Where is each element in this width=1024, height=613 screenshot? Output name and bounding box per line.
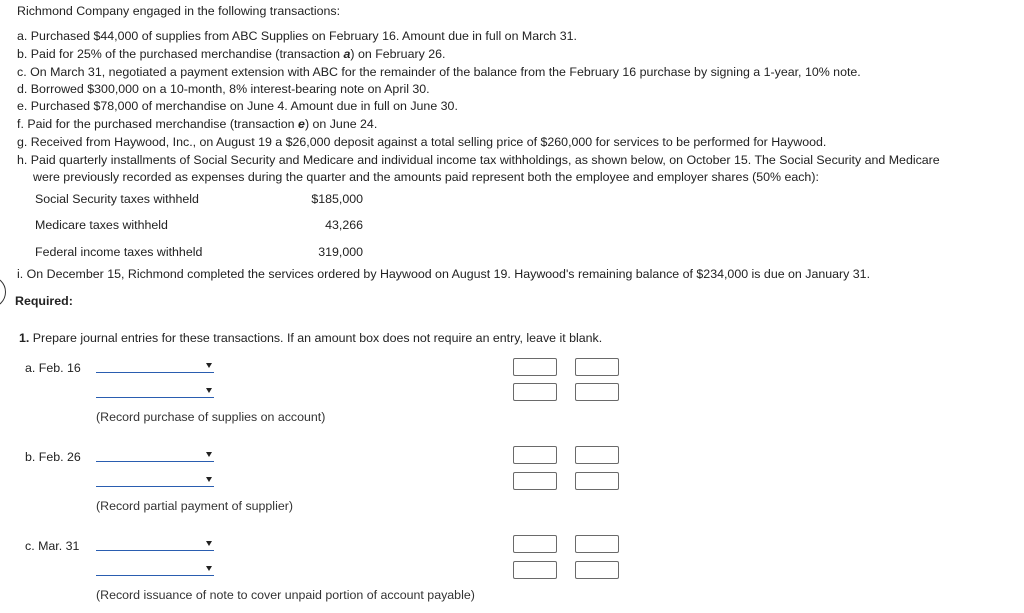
withholding-amount: 43,266 [325, 218, 363, 232]
transaction-letter: f. [17, 117, 24, 131]
debit-amount-input[interactable] [513, 561, 557, 579]
chevron-down-icon [206, 452, 212, 457]
transaction-i [17, 267, 870, 281]
transaction-text: Borrowed $300,000 on a 10-month, 8% interest-bearing note on April 30. [30, 82, 430, 96]
transaction-d [17, 82, 430, 96]
transaction-letter: a. [17, 29, 28, 43]
withholding-amount: $185,000 [311, 192, 363, 206]
account-dropdown[interactable] [96, 384, 214, 398]
entry-note: (Record issuance of note to cover unpaid portion of account payable) [96, 588, 475, 602]
transaction-b [17, 47, 445, 61]
entry-note: (Record partial payment of supplier) [96, 499, 293, 513]
account-dropdown[interactable] [96, 473, 214, 487]
question-number: 1. [19, 331, 30, 345]
withholding-amount: 319,000 [318, 245, 363, 259]
transaction-letter: d. [17, 82, 28, 96]
transaction-g [17, 135, 826, 149]
transaction-text: On December 15, Richmond completed the services ordered by Haywood on August 19. Haywood's remaining balance of $234,000 is due on January 31. [26, 267, 871, 281]
intro-text: Richmond Company engaged in the following transactions: [17, 4, 341, 18]
debit-amount-input[interactable] [513, 358, 557, 376]
transaction-letter: c. [17, 65, 27, 79]
credit-amount-input[interactable] [575, 561, 619, 579]
transaction-letter: g. [17, 135, 28, 149]
credit-amount-input[interactable] [575, 358, 619, 376]
transaction-f [17, 117, 377, 131]
debit-amount-input[interactable] [513, 446, 557, 464]
debit-amount-input[interactable] [513, 472, 557, 490]
entry-date: b. Feb. 26 [25, 450, 81, 464]
transaction-h-continuation: were previously recorded as expenses during the quarter and the amounts paid represent both the employee and employer shares (50% each): [33, 170, 819, 184]
account-dropdown[interactable] [96, 359, 214, 373]
required-heading: Required: [15, 294, 73, 308]
transaction-letter: i. [17, 267, 24, 281]
credit-amount-input[interactable] [575, 446, 619, 464]
transaction-e [17, 99, 458, 113]
transaction-text: Paid for 25% of the purchased merchandise (transaction a) on February 26. [30, 47, 446, 61]
entry-date: a. Feb. 16 [25, 361, 81, 375]
transaction-text: Purchased $78,000 of merchandise on June 4. Amount due in full on June 30. [30, 99, 458, 113]
chevron-down-icon [206, 541, 212, 546]
credit-amount-input[interactable] [575, 535, 619, 553]
transaction-c [17, 65, 861, 79]
debit-amount-input[interactable] [513, 383, 557, 401]
withholding-label: Federal income taxes withheld [35, 245, 203, 259]
transaction-text: Paid for the purchased merchandise (transaction e) on June 24. [27, 117, 378, 131]
transaction-text: On March 31, negotiated a payment extension with ABC for the remainder of the balance from the February 16 purchase by signing a 1-year, 10% note. [30, 65, 861, 79]
transaction-letter: h. [17, 153, 28, 167]
account-dropdown[interactable] [96, 448, 214, 462]
withholding-label: Medicare taxes withheld [35, 218, 168, 232]
account-dropdown[interactable] [96, 537, 214, 551]
chevron-down-icon [206, 363, 212, 368]
entry-note: (Record purchase of supplies on account) [96, 410, 326, 424]
debit-amount-input[interactable] [513, 535, 557, 553]
withholding-label: Social Security taxes withheld [35, 192, 199, 206]
chevron-down-icon [206, 566, 212, 571]
question-1 [19, 331, 602, 345]
chevron-down-icon [206, 477, 212, 482]
entry-date: c. Mar. 31 [25, 539, 80, 553]
transaction-h [17, 153, 940, 167]
transaction-letter: e. [17, 99, 28, 113]
transaction-a [17, 29, 577, 43]
question-text: Prepare journal entries for these transactions. If an amount box does not require an entry, leave it blank. [32, 331, 603, 345]
account-dropdown[interactable] [96, 562, 214, 576]
credit-amount-input[interactable] [575, 472, 619, 490]
transaction-letter: b. [17, 47, 28, 61]
transaction-text: Received from Haywood, Inc., on August 19 a $26,000 deposit against a total selling price of $260,000 for services to be performed for Haywood. [30, 135, 827, 149]
chevron-down-icon [206, 388, 212, 393]
credit-amount-input[interactable] [575, 383, 619, 401]
section-marker-icon [0, 276, 6, 308]
transaction-text: Paid quarterly installments of Social Security and Medicare and individual income tax withholdings, as shown below, on October 15. The Social Security and Medicare [30, 153, 940, 167]
transaction-text: Purchased $44,000 of supplies from ABC Supplies on February 16. Amount due in full on March 31. [30, 29, 577, 43]
